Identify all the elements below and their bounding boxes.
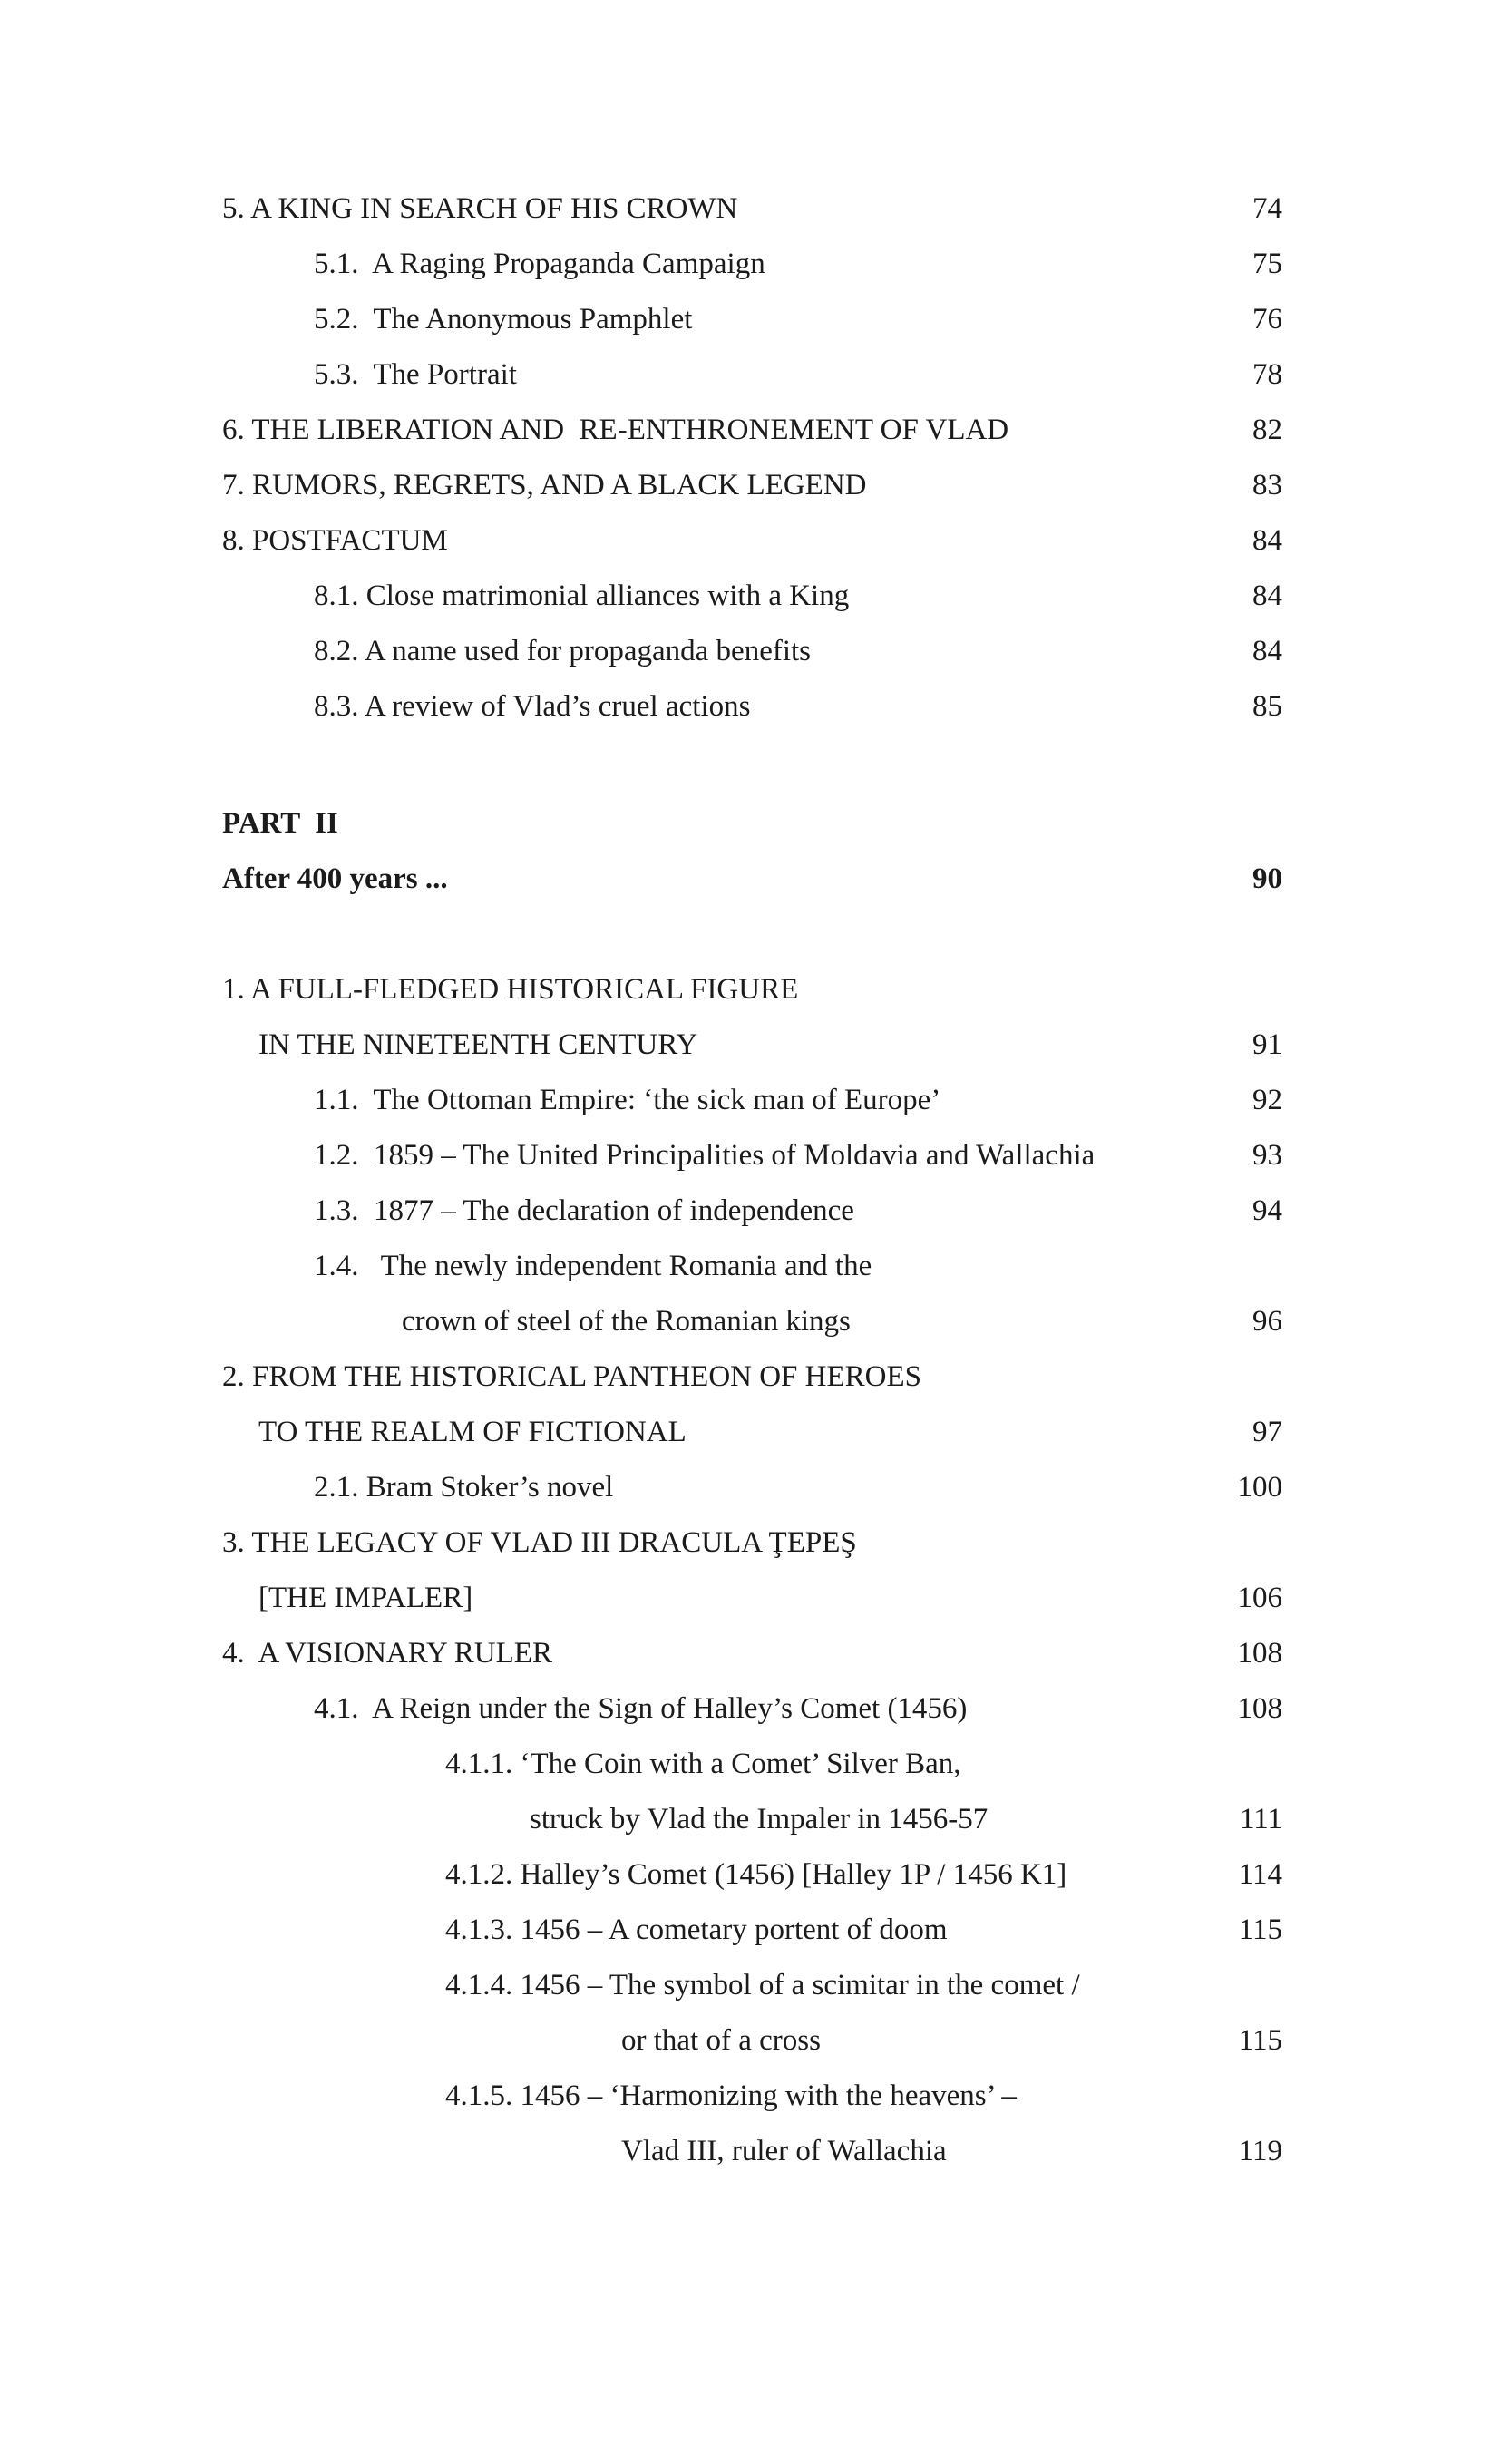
- toc-entry-page: 75: [1252, 248, 1282, 280]
- toc-entry-line: [222, 237, 1282, 292]
- toc-entry: [222, 2069, 1282, 2179]
- toc-entry: [222, 1626, 1282, 1681]
- toc-entry-title: 1.4. The newly independent Romania and the: [314, 1250, 872, 1282]
- toc-entry-line: [222, 1294, 1282, 1349]
- toc-entry-line: [222, 624, 1282, 679]
- toc-entry-line: [222, 1349, 1282, 1405]
- toc-entry-title: 1.2. 1859 – The United Principalities of Moldavia and Wallachia: [314, 1139, 1096, 1172]
- toc-entry-line: [222, 1239, 1282, 1294]
- toc-entry: [222, 403, 1282, 458]
- toc-entry-line: [222, 1018, 1282, 1073]
- toc-entry-line: [222, 1128, 1282, 1183]
- toc-entry-page: 111: [1239, 1803, 1282, 1836]
- toc-entry-line: [222, 1183, 1282, 1239]
- toc-entry: [222, 1349, 1282, 1460]
- toc-entry: [222, 1073, 1282, 1128]
- toc-entry-title: 4.1. A Reign under the Sign of Halley’s Comet (1456): [314, 1692, 968, 1725]
- toc-entry-line: [222, 2069, 1282, 2124]
- toc-entry: [222, 1239, 1282, 1349]
- toc-entry-line: [222, 1626, 1282, 1681]
- toc-entry: [222, 1847, 1282, 1903]
- toc-entry-line: [222, 1681, 1282, 1737]
- toc-entry: [222, 852, 1282, 907]
- toc-entry-page: 115: [1238, 2024, 1282, 2057]
- toc-entry-page: 106: [1237, 1582, 1282, 1614]
- toc-entry-page: 84: [1252, 579, 1282, 612]
- toc-entry-line: [222, 796, 1282, 852]
- toc-entry-title: 3. THE LEGACY OF VLAD III DRACULA ŢEPEŞ: [222, 1526, 857, 1559]
- toc-entry-line: [222, 1847, 1282, 1903]
- toc-entry: [222, 1515, 1282, 1626]
- toc-entry-title: 5. A KING IN SEARCH OF HIS CROWN: [222, 192, 738, 225]
- toc-entry: [222, 458, 1282, 513]
- toc-entry-page: 85: [1252, 690, 1282, 723]
- toc-entry-title: 8.1. Close matrimonial alliances with a King: [314, 579, 850, 612]
- toc-entry-title: [THE IMPALER]: [258, 1582, 473, 1614]
- toc-entry-line: [222, 1958, 1282, 2013]
- toc-entry-title: 4.1.5. 1456 – ‘Harmonizing with the heavens’ –: [445, 2079, 1017, 2112]
- toc-entry: [222, 347, 1282, 403]
- toc-entry-page: 96: [1252, 1305, 1282, 1338]
- toc-entry-page: 97: [1252, 1416, 1282, 1448]
- toc-entry-title: Vlad III, ruler of Wallachia: [621, 2135, 947, 2167]
- toc-entry-line: [222, 679, 1282, 735]
- toc-entry-page: 78: [1252, 358, 1282, 391]
- toc-entry-title: 4.1.1. ‘The Coin with a Comet’ Silver Ban,: [445, 1748, 961, 1780]
- toc-entry-line: [222, 1792, 1282, 1847]
- toc-entry-line: [222, 292, 1282, 347]
- toc-entry-title: 4.1.2. Halley’s Comet (1456) [Halley 1P / 1456 K1]: [445, 1858, 1067, 1891]
- toc-entry-line: [222, 1405, 1282, 1460]
- toc-entry: [222, 1903, 1282, 1958]
- toc-entry-page: 84: [1252, 635, 1282, 667]
- toc-entry-title: or that of a cross: [621, 2024, 821, 2057]
- toc-entry-line: [222, 513, 1282, 569]
- toc-entry: [222, 1460, 1282, 1515]
- toc-entry-title: TO THE REALM OF FICTIONAL: [258, 1416, 687, 1448]
- toc-entry-page: 93: [1252, 1139, 1282, 1172]
- toc-entry-line: [222, 458, 1282, 513]
- toc-entry-title: 8. POSTFACTUM: [222, 524, 448, 557]
- toc-entry-page: 100: [1237, 1471, 1282, 1504]
- toc-entry-title: 5.3. The Portrait: [314, 358, 517, 391]
- toc-entry-line: [222, 1571, 1282, 1626]
- toc-entry: [222, 569, 1282, 624]
- toc-entry-line: [222, 1737, 1282, 1792]
- toc-entry-title: 2. FROM THE HISTORICAL PANTHEON OF HEROES: [222, 1360, 922, 1393]
- toc-entry: [222, 1681, 1282, 1737]
- toc-entry-line: [222, 181, 1282, 237]
- toc-entry-page: 84: [1252, 524, 1282, 557]
- toc-entry: [222, 679, 1282, 735]
- toc-entry-page: 108: [1237, 1637, 1282, 1670]
- toc-entry-page: 92: [1252, 1084, 1282, 1116]
- toc-entry-title: 1.3. 1877 – The declaration of independence: [314, 1194, 854, 1227]
- toc-entry: [222, 1737, 1282, 1847]
- toc-entry: [222, 1128, 1282, 1183]
- toc-entry-title: 5.1. A Raging Propaganda Campaign: [314, 248, 765, 280]
- toc-entry-title: struck by Vlad the Impaler in 1456-57: [530, 1803, 989, 1836]
- toc-entry-title: 7. RUMORS, REGRETS, AND A BLACK LEGEND: [222, 469, 867, 502]
- toc-entry-page: 119: [1238, 2135, 1282, 2167]
- toc-entry-title: 8.3. A review of Vlad’s cruel actions: [314, 690, 751, 723]
- toc-entry-page: 94: [1252, 1194, 1282, 1227]
- toc-entry-page: 114: [1238, 1858, 1282, 1891]
- toc-entry-line: [222, 1903, 1282, 1958]
- toc-entry: [222, 513, 1282, 569]
- toc-entry-line: [222, 1460, 1282, 1515]
- toc-entry-page: 82: [1252, 414, 1282, 446]
- toc-entry-title: PART II: [222, 807, 338, 840]
- toc-entry-title: 5.2. The Anonymous Pamphlet: [314, 303, 693, 336]
- toc-entry-line: [222, 2013, 1282, 2069]
- toc-entry: [222, 1183, 1282, 1239]
- toc-entry-page: 83: [1252, 469, 1282, 502]
- toc-entry-page: 76: [1252, 303, 1282, 336]
- toc-entry-line: [222, 403, 1282, 458]
- toc-entry-title: 2.1. Bram Stoker’s novel: [314, 1471, 614, 1504]
- toc-entry-title: 1.1. The Ottoman Empire: ‘the sick man of Europe’: [314, 1084, 941, 1116]
- toc-entry-page: 108: [1237, 1692, 1282, 1725]
- toc-entry-line: [222, 1515, 1282, 1571]
- toc-entry-title: 4.1.4. 1456 – The symbol of a scimitar in the comet /: [445, 1969, 1080, 2001]
- toc-entry-title: crown of steel of the Romanian kings: [402, 1305, 851, 1338]
- toc-entry-title: 8.2. A name used for propaganda benefits: [314, 635, 812, 667]
- toc-entry-line: [222, 2124, 1282, 2179]
- toc-entry-page: 91: [1252, 1028, 1282, 1061]
- toc-entries: [222, 181, 1282, 2179]
- toc-entry-title: After 400 years ...: [222, 862, 448, 895]
- toc-entry-title: 4. A VISIONARY RULER: [222, 1637, 552, 1670]
- toc-entry-page: 115: [1238, 1914, 1282, 1946]
- toc-entry-page: 74: [1252, 192, 1282, 225]
- toc-entry-title: 6. THE LIBERATION AND RE-ENTHRONEMENT OF VLAD: [222, 414, 1009, 446]
- toc-entry: [222, 1958, 1282, 2069]
- toc-entry-title: 4.1.3. 1456 – A cometary portent of doom: [445, 1914, 948, 1946]
- toc-entry: [222, 624, 1282, 679]
- toc-entry: [222, 292, 1282, 347]
- toc-entry: [222, 181, 1282, 237]
- toc-entry-line: [222, 852, 1282, 907]
- toc-entry-title: 1. A FULL-FLEDGED HISTORICAL FIGURE: [222, 973, 799, 1006]
- toc-entry: [222, 796, 1282, 852]
- toc-entry-line: [222, 569, 1282, 624]
- toc-entry-title: IN THE NINETEENTH CENTURY: [258, 1028, 698, 1061]
- toc-entry: [222, 237, 1282, 292]
- toc-entry-line: [222, 1073, 1282, 1128]
- toc-entry: [222, 962, 1282, 1073]
- toc-entry-line: [222, 347, 1282, 403]
- toc-entry-line: [222, 962, 1282, 1018]
- toc-entry-page: 90: [1252, 862, 1282, 895]
